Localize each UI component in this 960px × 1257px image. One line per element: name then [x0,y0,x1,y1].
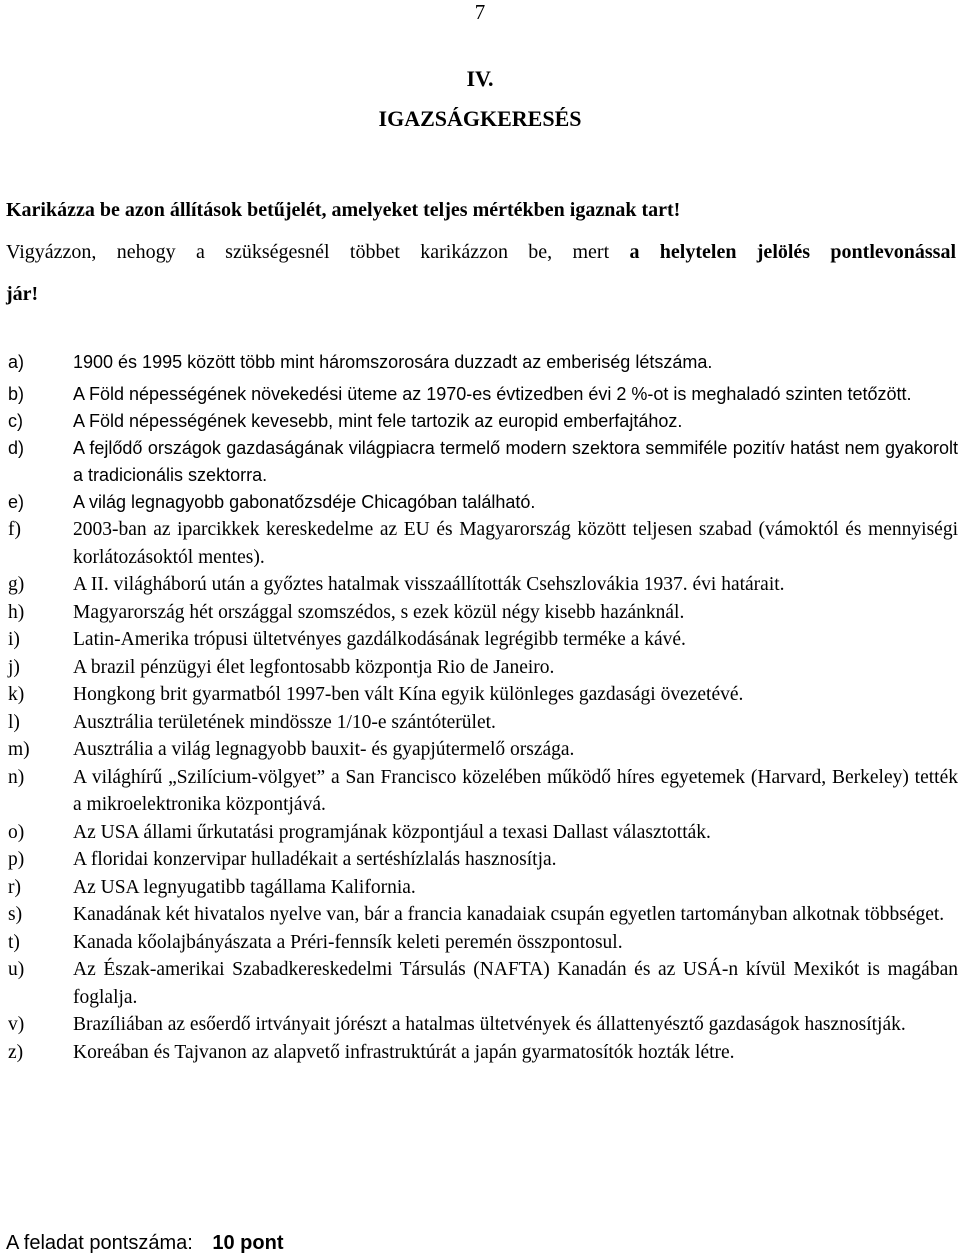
statement-item[interactable] [8,489,958,516]
statement-text: A floridai konzervipar hulladékait a sertéshízlalás hasznosítja. [73,849,557,870]
statement-letter[interactable]: a) [8,352,25,372]
statement-text: A világ legnagyobb gabonatőzsdéje Chicagóban található. [73,492,536,512]
score-points: 10 pont [212,1232,284,1254]
statement-item[interactable] [8,681,958,709]
statement-text: Az USA állami űrkutatási programjának központjául a texasi Dallast választották. [73,821,711,843]
statement-text: Latin-Amerika trópusi ültetvényes gazdálkodásának legrégibb terméke a kávé. [73,629,686,650]
statement-text: A Föld népességének kevesebb, mint fele tartozik az europid emberfajtához. [73,411,683,431]
instruction-bold-line: Karikázza be azon állítások betűjelét, amelyeket teljes mértékben igaznak tart! [6,199,681,221]
statement-item[interactable] [8,929,958,957]
statement-text: Magyarország hét országgal szomszédos, s ezek közül négy kisebb hazánknál. [73,601,685,623]
statement-letter[interactable]: l) [8,711,20,733]
statement-item[interactable] [8,736,958,764]
statement-letter[interactable]: n) [8,766,25,788]
statement-letter[interactable]: o) [8,821,25,843]
statement-letter[interactable]: p) [8,849,25,870]
statement-text: A világhírű „Szilícium-völgyet” a San Francisco közelében működő híres egyetemek (Harvard, Berkeley) tették a mikroelektronika központjává. [73,766,958,815]
instruction-warning-line: Vigyázzon, nehogy a szükségesnél többet karikázzon be, mert a helytelen jelölés pontlevonással [6,241,956,263]
instruction-warning-end: jár! [6,283,39,305]
statement-text: Kanadának két hivatalos nyelve van, bár a francia kanadaiak csupán egyetlen tartományban alkotnak többséget. [73,904,945,925]
score-label: A feladat pontszáma: [6,1232,193,1254]
statement-text: Ausztrália a világ legnagyobb bauxit- és gyapjútermelő országa. [73,739,575,760]
statement-item[interactable] [8,349,958,376]
statement-letter[interactable]: j) [8,656,20,678]
statement-item[interactable] [8,764,958,819]
statement-item[interactable] [8,654,958,682]
statement-text: Kanada kőolajbányászata a Préri-fennsík keleti peremén összpontosul. [73,931,623,953]
statement-text: Az Észak-amerikai Szabadkereskedelmi Társulás (NAFTA) Kanadán és az USÁ-n kívül Mexikót is magában foglalja. [73,959,958,1008]
statement-letter[interactable]: f) [8,519,21,540]
statement-letter[interactable]: m) [8,739,30,760]
statement-item[interactable] [8,516,958,571]
page-number: 7 [474,0,486,24]
statement-item[interactable] [8,435,958,489]
statement-letter[interactable]: r) [8,876,21,898]
statement-item[interactable] [8,1011,958,1039]
statement-item[interactable] [8,901,958,929]
statement-text: A fejlődő országok gazdaságának világpiacra termelő modern szektora semmiféle pozitív hatást nem gyakorolt a tradicionális szektorra. [73,438,958,485]
statement-text: 1900 és 1995 között több mint háromszorosára duzzadt az emberiség létszáma. [73,352,713,372]
statement-item[interactable] [8,874,958,902]
section-number: IV. [466,66,494,91]
statement-letter[interactable]: z) [8,1041,24,1063]
statement-item[interactable] [8,408,958,435]
statement-letter[interactable]: e) [8,492,25,512]
statement-letter[interactable]: i) [8,629,20,650]
statement-text: A brazil pénzügyi élet legfontosabb központja Rio de Janeiro. [73,656,555,678]
statement-text: A II. világháború után a győztes hatalmak visszaállították Csehszlovákia 1937. évi határait. [73,574,785,595]
statement-text: Az USA legnyugatibb tagállama Kalifornia. [73,876,416,898]
statement-text: A Föld népességének növekedési üteme az 1970-es évtizedben évi 2 %-ot is meghaladó szinten tetőzött. [73,384,912,404]
statement-item[interactable] [8,381,958,408]
statement-text: Hongkong brit gyarmatból 1997-ben vált Kína egyik különleges gazdasági övezetévé. [73,684,744,705]
statement-item[interactable] [8,1039,958,1067]
statement-item[interactable] [8,626,958,654]
statement-item[interactable] [8,571,958,599]
statement-list [8,349,958,1066]
statement-letter[interactable]: s) [8,904,23,925]
score-footer [6,1230,283,1256]
statement-text: 2003-ban az iparcikkek kereskedelme az EU és Magyarország között teljesen szabad (vámoktól és mennyiségi korlátozásoktól mentes). [73,519,958,568]
statement-text: Ausztrália területének mindössze 1/10-e szántóterület. [73,711,496,733]
statement-text: Koreában és Tajvanon az alapvető infrastruktúrát a japán gyarmatosítók hozták létre. [73,1041,735,1063]
statement-letter[interactable]: b) [8,384,25,404]
statement-letter[interactable]: d) [8,438,25,458]
statement-item[interactable] [8,956,958,1011]
statement-item[interactable] [8,599,958,627]
statement-item[interactable] [8,819,958,847]
statement-letter[interactable]: c) [8,411,23,431]
task-instructions [6,189,956,315]
statement-letter[interactable]: u) [8,959,25,980]
statement-letter[interactable]: k) [8,684,25,705]
statement-letter[interactable]: v) [8,1014,25,1035]
statement-item[interactable] [8,709,958,737]
statement-letter[interactable]: g) [8,574,25,595]
section-title: IGAZSÁGKERESÉS [378,106,582,131]
statement-letter[interactable]: h) [8,601,25,623]
statement-item[interactable] [8,846,958,874]
statement-text: Brazíliában az esőerdő irtványait jórészt a hatalmas ültetvények és állattenyésztő gazdaságok hasznosítják. [73,1014,906,1035]
statement-letter[interactable]: t) [8,931,20,953]
